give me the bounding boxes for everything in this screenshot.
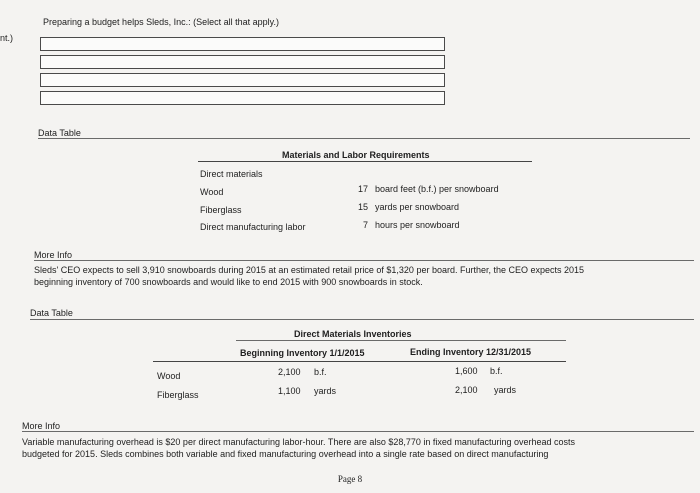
table-header-rule (198, 161, 532, 162)
row-label: Direct manufacturing labor (200, 222, 306, 232)
direct-materials-label: Direct materials (200, 169, 263, 179)
page-number: Page 8 (337, 474, 363, 484)
row-label: Wood (157, 371, 181, 381)
more-info-line-2: budgeted for 2015. Sleds combines both variable and fixed manufacturing overhead into a single rate based on direct manufacturing (22, 449, 549, 459)
answer-option-4[interactable] (40, 91, 445, 105)
section-divider (30, 319, 694, 320)
more-info-line-2: beginning inventory of 700 snowboards and would like to end 2015 with 900 snowboards in stock. (34, 277, 423, 287)
row-end-qty: 1,600 (455, 366, 478, 376)
answer-option-3[interactable] (40, 73, 445, 87)
table-title-rule (236, 340, 566, 341)
section-divider (38, 138, 690, 139)
row-begin-qty: 1,100 (278, 386, 301, 396)
data-table-title: Data Table (30, 308, 73, 318)
row-end-qty: 2,100 (455, 385, 478, 395)
row-unit: hours per snowboard (375, 220, 460, 230)
inventory-table-title: Direct Materials Inventories (294, 329, 412, 339)
row-qty: 17 (357, 184, 368, 194)
more-info-line-1: Sleds' CEO expects to sell 3,910 snowboards during 2015 at an estimated retail price of $1,320 per board. Further, the CEO expects 2015 (34, 265, 585, 275)
row-label: Wood (200, 187, 224, 197)
col-beginning-inventory: Beginning Inventory 1/1/2015 (240, 348, 365, 358)
row-unit: yards per snowboard (375, 202, 460, 212)
row-qty: 15 (357, 202, 368, 212)
row-begin-unit: b.f. (314, 367, 327, 377)
row-unit: board feet (b.f.) per snowboard (375, 184, 499, 194)
row-qty: 7 (362, 220, 368, 230)
row-label: Fiberglass (200, 205, 242, 215)
more-info-title: More Info (34, 250, 73, 260)
section-divider (22, 431, 694, 432)
answer-option-1[interactable] (40, 37, 445, 51)
more-info-line-1: Variable manufacturing overhead is $20 per direct manufacturing labor-hour. There are also $28,770 in fixed manufacturing overhead costs (22, 437, 575, 447)
question-prompt: Preparing a budget helps Sleds, Inc.: (Select all that apply.) (43, 17, 279, 27)
row-end-unit: b.f. (490, 366, 503, 376)
section-divider (34, 260, 694, 261)
col-ending-inventory: Ending Inventory 12/31/2015 (410, 347, 532, 357)
row-begin-qty: 2,100 (278, 367, 301, 377)
data-table-title: Data Table (38, 128, 81, 138)
materials-table-title: Materials and Labor Requirements (282, 150, 430, 160)
row-end-unit: yards (494, 385, 517, 395)
cut-off-text: nt.) (0, 33, 14, 43)
more-info-title: More Info (22, 421, 61, 431)
row-begin-unit: yards (314, 386, 337, 396)
table-header-rule (153, 361, 566, 362)
row-label: Fiberglass (157, 390, 199, 400)
answer-option-2[interactable] (40, 55, 445, 69)
